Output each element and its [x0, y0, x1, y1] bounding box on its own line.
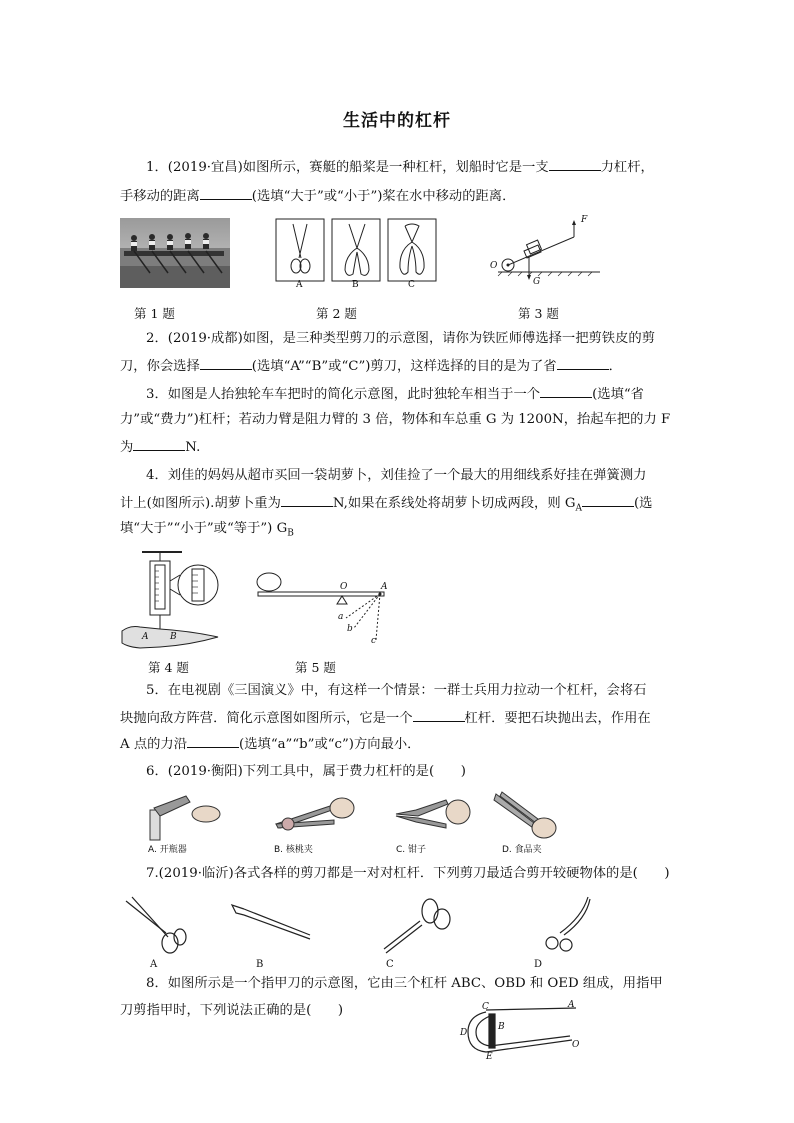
fig5-label-a: A: [381, 582, 388, 592]
fig4-caption: 第 4 题: [148, 660, 189, 675]
q2-line2: 刀，你会选择 (选填“A”“B”或“C”)剪刀，这样选择的目的是为了省 ．: [120, 359, 622, 374]
q4-line1: 4．刘佳的妈妈从超市买回一袋胡萝卜，刘佳捡了一个最大的用细线系好挂在弹簧测力: [146, 468, 647, 483]
q1-line1: 1．(2019·宜昌)如图所示，赛艇的船桨是一种杠杆，划船时它是一支 力杠杆，: [146, 160, 654, 175]
fig2-label-a: A: [296, 280, 303, 290]
q8-label-c: C: [482, 1002, 489, 1012]
fig4-label-a: A: [142, 632, 149, 642]
rowing-photo: [120, 218, 230, 288]
fig3-caption: 第 3 题: [518, 306, 559, 321]
q7-option-b[interactable]: B: [256, 959, 264, 970]
q7-line1: 7.(2019·临沂)各式各样的剪刀都是一对对杠杆．下列剪刀最适合剪开较硬物体的是( ): [146, 866, 670, 881]
q8-line2: 刀剪指甲时，下列说法正确的是( ): [120, 1003, 344, 1018]
spring-scale-diagram: [120, 547, 220, 652]
q6-option-c[interactable]: C. 钳子: [396, 845, 427, 855]
q7-option-c[interactable]: C: [386, 959, 394, 970]
q6-tools-row: [146, 790, 566, 854]
fig3-label-f: F: [581, 215, 588, 225]
fig2-label-b: B: [352, 280, 359, 290]
page-title: 生活中的杠杆: [343, 111, 451, 131]
q5-line3: A 点的力沿 (选填“a”“b”或“c”)方向最小．: [120, 737, 421, 752]
q4-line3: 填“大于”“小于”或“等于”) $G_B$: [120, 521, 294, 539]
fig5-label-dir-c: c: [371, 636, 377, 646]
fig5-label-o: O: [340, 582, 348, 592]
q7-scissors-row: [120, 893, 600, 973]
q8-line1: 8．如图所示是一个指甲刀的示意图，它由三个杠杆 ABC、OBD 和 OED 组成，用指甲: [146, 976, 663, 991]
fig5-label-dir-b: b: [347, 624, 353, 634]
fig3-label-o: O: [490, 261, 498, 271]
q1-line2: 手移动的距离 (选填“大于”或“小于”)桨在水中移动的距离．: [120, 189, 516, 204]
q8-label-a: A: [568, 1000, 575, 1010]
q8-label-d: D: [460, 1028, 468, 1038]
answer-blank[interactable]: [200, 357, 252, 370]
q8-label-e: E: [486, 1052, 493, 1062]
q6-line1: 6．(2019·衡阳)下列工具中，属于费力杠杆的是( ): [146, 764, 466, 779]
scissors-diagram: [275, 218, 437, 290]
q3-line1: 3．如图是人抬独轮车车把时的简化示意图，此时独轮车相当于一个 (选填“省: [146, 387, 644, 402]
catapult-lever-diagram: [254, 570, 394, 650]
answer-blank[interactable]: [549, 158, 601, 171]
q7-option-a[interactable]: A: [150, 959, 158, 970]
q5-line2: 块抛向敌方阵营．简化示意图如图所示，它是一个 杠杆．要把石块抛出去，作用在: [120, 711, 651, 726]
q3-line3: 为 N.: [120, 440, 201, 455]
answer-blank[interactable]: [281, 494, 333, 507]
answer-blank[interactable]: [582, 494, 634, 507]
fig3-label-g: G: [533, 277, 541, 287]
fig4-label-b: B: [170, 632, 177, 642]
q7-option-d[interactable]: D: [534, 959, 543, 970]
answer-blank[interactable]: [413, 709, 465, 722]
fig2-caption: 第 2 题: [316, 306, 357, 321]
fig5-caption: 第 5 题: [295, 660, 336, 675]
q6-option-a[interactable]: A. 开瓶器: [148, 845, 187, 855]
q4-line2: 计上(如图所示).胡萝卜重为 N,如果在系线处将胡萝卜切成两段，则 $G_A$ (选: [120, 496, 653, 514]
answer-blank[interactable]: [200, 187, 252, 200]
fig2-label-c: C: [408, 280, 415, 290]
q8-label-b: B: [498, 1022, 505, 1032]
q8-label-o: O: [572, 1040, 580, 1050]
q6-option-d[interactable]: D. 食品夹: [502, 845, 542, 855]
answer-blank[interactable]: [540, 385, 592, 398]
q5-line1: 5．在电视剧《三国演义》中，有这样一个情景：一群士兵用力拉动一个杠杆，会将石: [146, 683, 647, 698]
nail-clipper-diagram: [456, 1000, 586, 1064]
q2-line1: 2．(2019·成都)如图，是三种类型剪刀的示意图，请你为铁匠师傅选择一把剪铁皮的剪: [146, 331, 655, 346]
fig1-caption: 第 1 题: [134, 306, 175, 321]
answer-blank[interactable]: [557, 357, 609, 370]
wheelbarrow-diagram: [488, 215, 603, 290]
answer-blank[interactable]: [133, 438, 185, 451]
fig5-label-dir-a: a: [338, 612, 344, 622]
q3-line2: 力”或“费力”)杠杆；若动力臂是阻力臂的 3 倍，物体和车总重 G 为 1200N，抬起车把的力 F: [120, 412, 671, 427]
q6-option-b[interactable]: B. 核桃夹: [274, 845, 313, 855]
answer-blank[interactable]: [187, 735, 239, 748]
